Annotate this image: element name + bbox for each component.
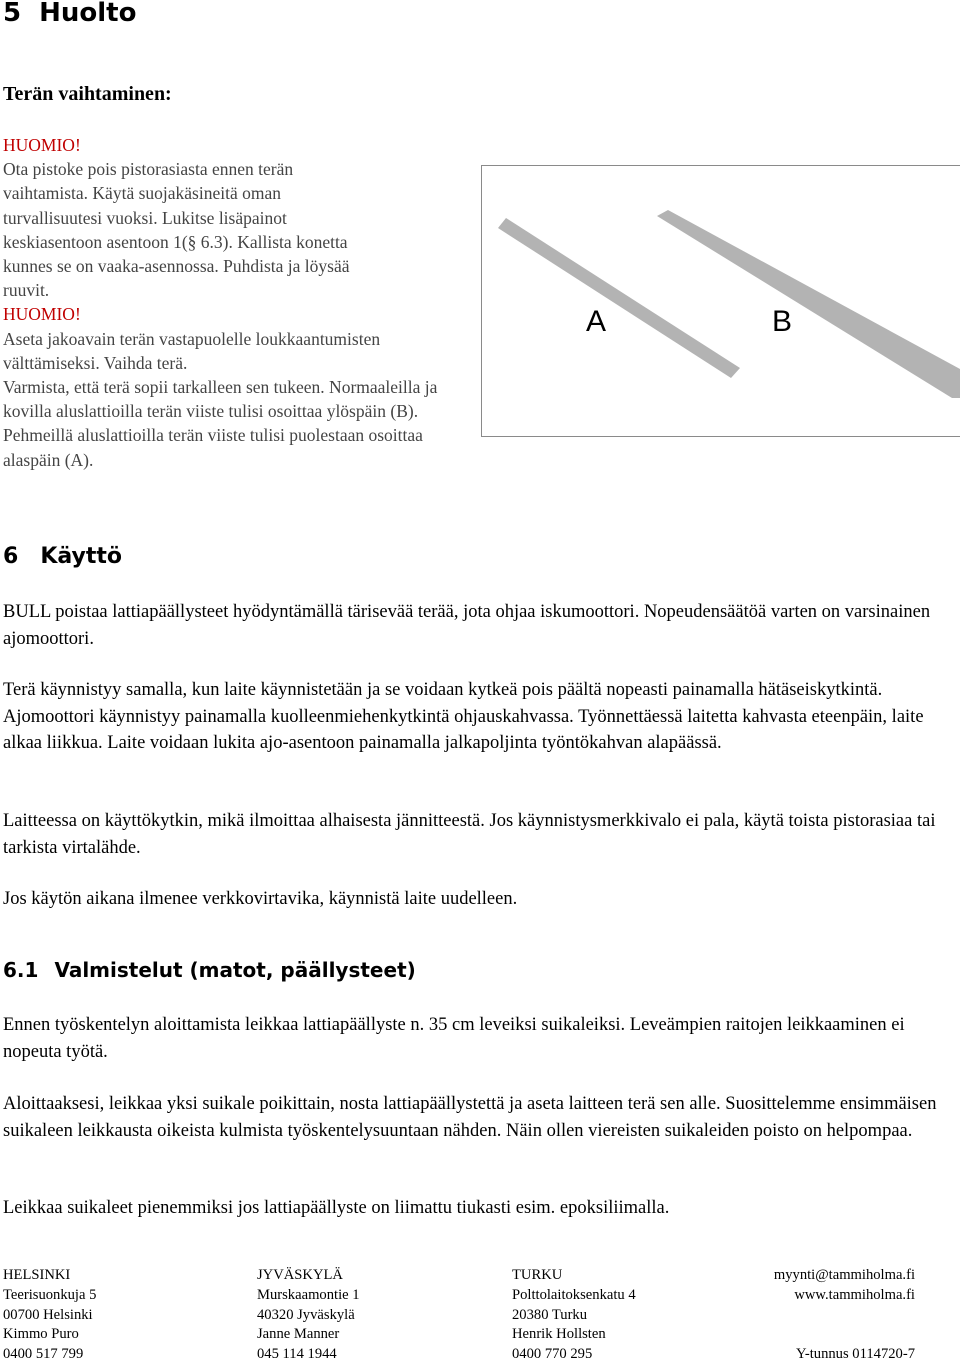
footer-helsinki	[3, 1266, 96, 1365]
section-number: 6.1	[3, 958, 39, 982]
label-a: A	[586, 305, 607, 338]
footer-line: Henrik Hollsten	[512, 1326, 606, 1343]
footer	[0, 1266, 960, 1363]
footer-line: Teerisuonkuja 5	[3, 1286, 97, 1303]
blade-orientation-figure	[481, 165, 960, 437]
blade-diagram	[482, 166, 960, 436]
section-number: 6	[3, 544, 19, 569]
blade-b-shape	[657, 210, 960, 398]
warning-text: Aseta jakoavain terän vastapuolelle loukkaantumisten välttämiseksi. Vaihda terä.	[3, 328, 381, 373]
footer-line	[774, 1306, 915, 1326]
label-b: B	[772, 305, 793, 338]
footer-contact	[774, 1266, 915, 1365]
footer-jyvaskyla	[257, 1266, 360, 1365]
warning-label: HUOMIO!	[3, 304, 81, 325]
footer-line: Polttolaitoksenkatu 4	[512, 1286, 636, 1303]
warning-text: Ota pistoke pois pistorasiasta ennen terän vaihtamista. Käytä suojakäsineitä oman turvallisuutesi vuoksi. Lukitse lisäpainot keskiasentoon asentoon 1(§ 6.3). Kallista konetta kunnes se on vaaka-asennossa. Puhdista ja löysää ruuvit.	[3, 159, 350, 301]
paragraph: Aloittaaksesi, leikkaa yksi suikale poikittain, nosta lattiapäällystettä ja aseta laitteen terä sen alle. Suosittelemme ensimmäisen suikaleen leikkausta oikeista kulmista työskentelysuuntaan nähden. Näin ollen viereisten suikaleiden poisto on helpompaa.	[3, 1094, 937, 1141]
section-5-heading	[3, 0, 136, 30]
blade-note: Varmista, että terä sopii tarkalleen sen tukeen. Normaaleilla ja kovilla aluslattioilla terän viiste tulisi osoittaa ylöspäin (B). Pehmeillä aluslattioilla terän viiste tulisi puolestaan osoittaa alaspäin (A).	[3, 377, 438, 470]
blade-change-subheading: Terän vaihtaminen:	[3, 83, 172, 105]
footer-line: 045 114 1944	[257, 1346, 337, 1363]
paragraph: BULL poistaa lattiapäällysteet hyödyntämällä tärisevää terää, jota ohjaa iskumoottori. Nopeudensäätöä varten on varsinainen ajomoottori.	[3, 602, 931, 649]
paragraph: Ennen työskentelyn aloittamista leikkaa lattiapäällyste n. 35 cm leveiksi suikaleiksi. Leveämpien raitojen leikkaaminen ei nopeuta työtä.	[3, 1015, 905, 1062]
section-title: Huolto	[39, 0, 137, 28]
footer-line: 0400 517 799	[3, 1346, 84, 1363]
section-title: Valmistelut (matot, päällysteet)	[54, 958, 416, 982]
footer-line: 20380 Turku	[512, 1306, 588, 1323]
paragraph: Jos käytön aikana ilmenee verkkovirtavika, käynnistä laite uudelleen.	[3, 889, 518, 909]
footer-business-id: Y-tunnus 0114720-7	[795, 1346, 915, 1363]
paragraph: Laitteessa on käyttökytkin, mikä ilmoittaa alhaisesta jännitteestä. Jos käynnistysmerkkivalo ei pala, käytä toista pistorasiaa tai tarkista virtalähde.	[3, 811, 936, 858]
section-title: Käyttö	[40, 544, 123, 569]
footer-line: Murskaamontie 1	[257, 1286, 360, 1303]
section-number: 5	[3, 0, 22, 28]
footer-line: Janne Manner	[257, 1326, 340, 1343]
section-6-1-heading	[3, 955, 416, 985]
footer-line: 40320 Jyväskylä	[257, 1306, 355, 1323]
section-6-heading	[3, 542, 122, 572]
footer-line: JYVÄSKYLÄ	[257, 1267, 343, 1283]
footer-line: Kimmo Puro	[3, 1326, 79, 1343]
footer-turku	[512, 1266, 636, 1365]
paragraph: Terä käynnistyy samalla, kun laite käynnistetään ja se voidaan kytkeä pois päältä nopeasti painamalla hätäseiskytkintä. Ajomoottori käynnistyy painamalla kuolleenmiehenkytkintä ohjauskahvassa. Työnnettäessä laitetta kahvasta eteenpäin, laite alkaa liikkua. Laite voidaan lukita ajo-asentoon painamalla jalkapoljinta työntökahvan alapäässä.	[3, 680, 924, 753]
footer-line: HELSINKI	[3, 1267, 71, 1283]
paragraph: Leikkaa suikaleet pienemmiksi jos lattiapäällyste on liimattu tiukasti esim. epoksiliimalla.	[3, 1198, 670, 1218]
footer-website[interactable]: www.tammiholma.fi	[794, 1286, 915, 1303]
footer-email[interactable]: myynti@tammiholma.fi	[773, 1267, 915, 1283]
footer-line	[774, 1325, 915, 1345]
warning-block	[3, 133, 473, 472]
footer-line: 00700 Helsinki	[3, 1306, 93, 1323]
footer-line: TURKU	[512, 1267, 563, 1283]
warning-label: HUOMIO!	[3, 135, 81, 155]
footer-line: 0400 770 295	[512, 1346, 593, 1363]
